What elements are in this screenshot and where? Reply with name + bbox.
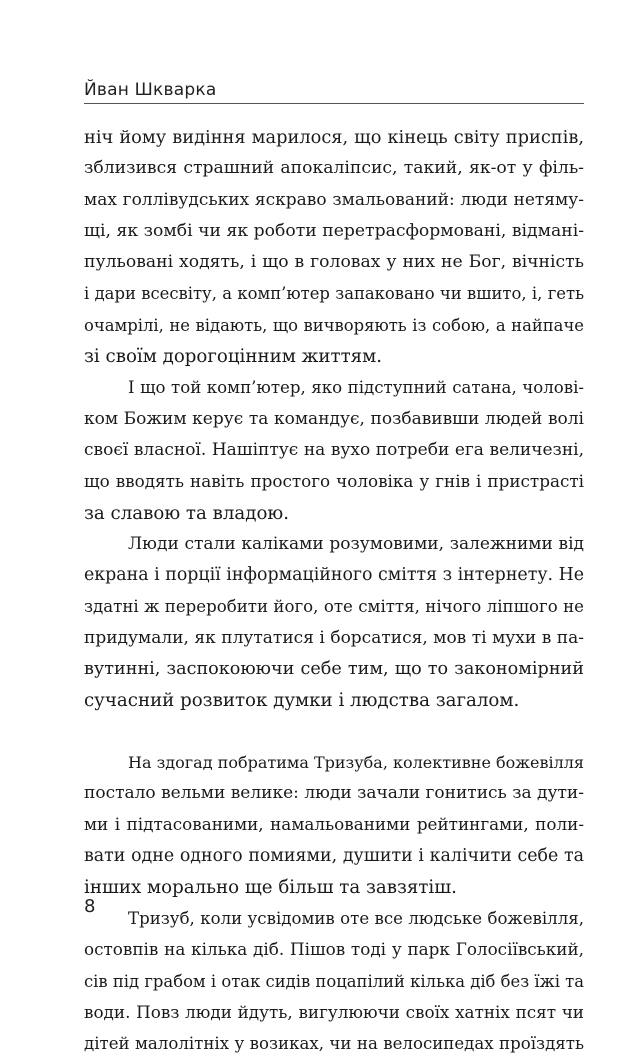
text-line: вутинні, заспокоюючи себе тим, що то закономірний: [84, 659, 584, 680]
text-line: придумали, як плутатися і борсатися, мов ті мухи в па-: [84, 627, 584, 648]
text-line: дітей малолітніх у возиках, чи на велосипедах проїздять: [84, 1034, 584, 1054]
text-line: зі своїм дорогоцінним життям.: [84, 346, 383, 368]
text-line: вати одне одного помиями, душити і калічити себе та: [84, 845, 584, 866]
text-line: що вводять навіть простого чоловіка у гнів і пристрасті: [84, 471, 584, 492]
text-line: постало вельми велике: люди зачали гонитись за дути-: [84, 782, 584, 803]
text-line: ніч йому видіння марилося, що кінець світу приспів,: [84, 127, 584, 148]
page-number: 8: [84, 896, 96, 917]
text-line: очамрілі, не відають, що вичворяють із собою, а найпаче: [84, 315, 584, 335]
text-line: Люди стали каліками розумовими, залежними від: [128, 533, 584, 554]
paragraph: [84, 372, 584, 528]
text-line: зблизився страшний апокаліпсис, такий, як-от у філь-: [84, 158, 584, 179]
text-line: екрана і порції інформаційного сміття з інтернету. Не: [84, 565, 585, 586]
section-break: [84, 717, 584, 747]
text-line: пульовані ходять, і що в головах у них не Бог, вічність: [84, 252, 584, 273]
text-line: ми і підтасованими, намальованими рейтингами, поли-: [84, 814, 584, 835]
text-line: за славою та владою.: [84, 502, 290, 524]
text-line: і дари всесвіту, а комп’ютер запаковано чи вшито, і, геть: [84, 284, 584, 304]
text-line: сучасний розвиток думки і людства загалом.: [84, 690, 520, 712]
text-line: інших морально ще більш та завзятіш.: [84, 876, 457, 898]
text-line: щі, як зомбі чи як роботи перетрасформовані, відмані-: [84, 220, 584, 241]
text-line: Тризуб, коли усвідомив оте все людське божевілля,: [128, 909, 584, 929]
text-line: мах голлівудських яскраво змальований: люди нетяму-: [84, 189, 584, 210]
text-line: І що той комп’ютер, яко підступний сатана, чолові-: [128, 378, 584, 398]
text-line: сів під грабом і отак сидів поцапілий кілька діб без їжі та: [84, 971, 584, 991]
text-line: На здогад побратима Тризуба, колективне божевілля: [128, 752, 585, 772]
header-rule: [84, 103, 584, 104]
text-line: своєї власної. Нашіптує на вухо потреби ега величезні,: [84, 439, 584, 460]
text-line: води. Повз люди йдуть, вигулюючи своїх хатніх псят чи: [84, 1002, 584, 1023]
paragraph: [84, 529, 584, 717]
paragraph: [84, 747, 584, 903]
running-head-title: Йван Шкварка: [84, 80, 217, 100]
body-text: [84, 122, 584, 1060]
paragraph: [84, 903, 584, 1059]
paragraph: [84, 122, 584, 372]
text-line: остовпів на кілька діб. Пішов тоді у парк Голосіївський,: [84, 939, 584, 960]
text-line: здатні ж переробити його, оте сміття, нічого ліпшого не: [84, 597, 584, 617]
text-line: ком Божим керує та командує, позбавивши людей волі: [84, 408, 584, 429]
